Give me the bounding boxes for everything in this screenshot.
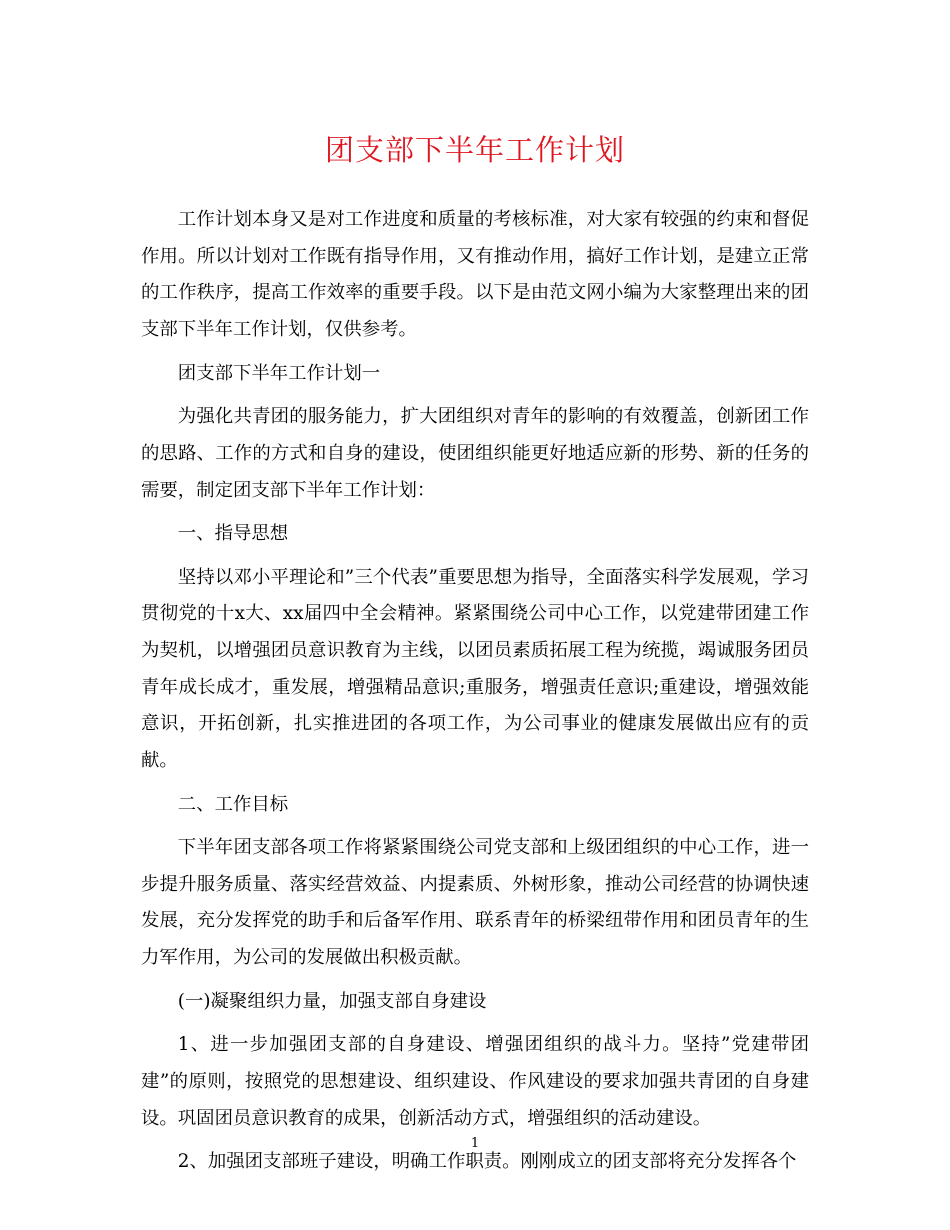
page-number: 1: [470, 1136, 480, 1151]
section-heading-work-goals: 二、工作目标: [177, 793, 289, 815]
work-goals-paragraph: 下半年团支部各项工作将紧紧围绕公司党支部和上级团组织的中心工作，进一步提升服务质量、落实经营效益、内提素质、外树形象，推动公司经营的协调快速发展，充分发挥党的助手和后备军作用、联系青年的桥梁纽带作用和团员青年的生力军作用，为公司的发展做出积极贡献。: [141, 837, 809, 969]
intro-paragraph: 工作计划本身又是对工作进度和质量的考核标准，对大家有较强的约束和督促作用。所以计划对工作既有指导作用，又有推动作用，搞好工作计划，是建立正常的工作秩序，提高工作效率的重要手段。以下是由范文网小编为大家整理出来的团支部下半年工作计划，仅供参考。: [141, 209, 809, 341]
document-title: 团支部下半年工作计划: [324, 133, 625, 167]
guiding-ideology-paragraph: 坚持以邓小平理论和”三个代表”重要思想为指导，全面落实科学发展观，学习贯彻党的十x大、xx届四中全会精神。紧紧围绕公司中心工作，以党建带团建工作为契机，以增强团员意识教育为主线，以团员素质拓展工程为统揽，竭诚服务团员青年成长成才，重发展，增强精品意识;重服务，增强责任意识;重建设，增强效能意识，开拓创新，扎实推进团的各项工作，为公司事业的健康发展做出应有的贡献。: [141, 566, 809, 772]
document-body: [141, 202, 809, 1181]
list-item-1: 1、进一步加强团支部的自身建设、增强团组织的战斗力。坚持”党建带团建”的原则，按照党的思想建设、组织建设、作风建设的要求加强共青团的自身建设。巩固团员意识教育的成果，创新活动方式，增强组织的活动建设。: [141, 1034, 809, 1129]
subsection-heading: (一)凝聚组织力量，加强支部自身建设: [177, 990, 487, 1012]
plan-heading: 团支部下半年工作计划一: [177, 362, 381, 384]
section-heading-guiding-ideology: 一、指导思想: [177, 523, 289, 545]
purpose-paragraph: 为强化共青团的服务能力，扩大团组织对青年的影响的有效覆盖，创新团工作的思路、工作的方式和自身的建设，使团组织能更好地适应新的形势、新的任务的需要，制定团支部下半年工作计划：: [141, 406, 809, 501]
list-item-2: 2、加强团支部班子建设，明确工作职责。刚刚成立的团支部将充分发挥各个: [177, 1151, 797, 1173]
